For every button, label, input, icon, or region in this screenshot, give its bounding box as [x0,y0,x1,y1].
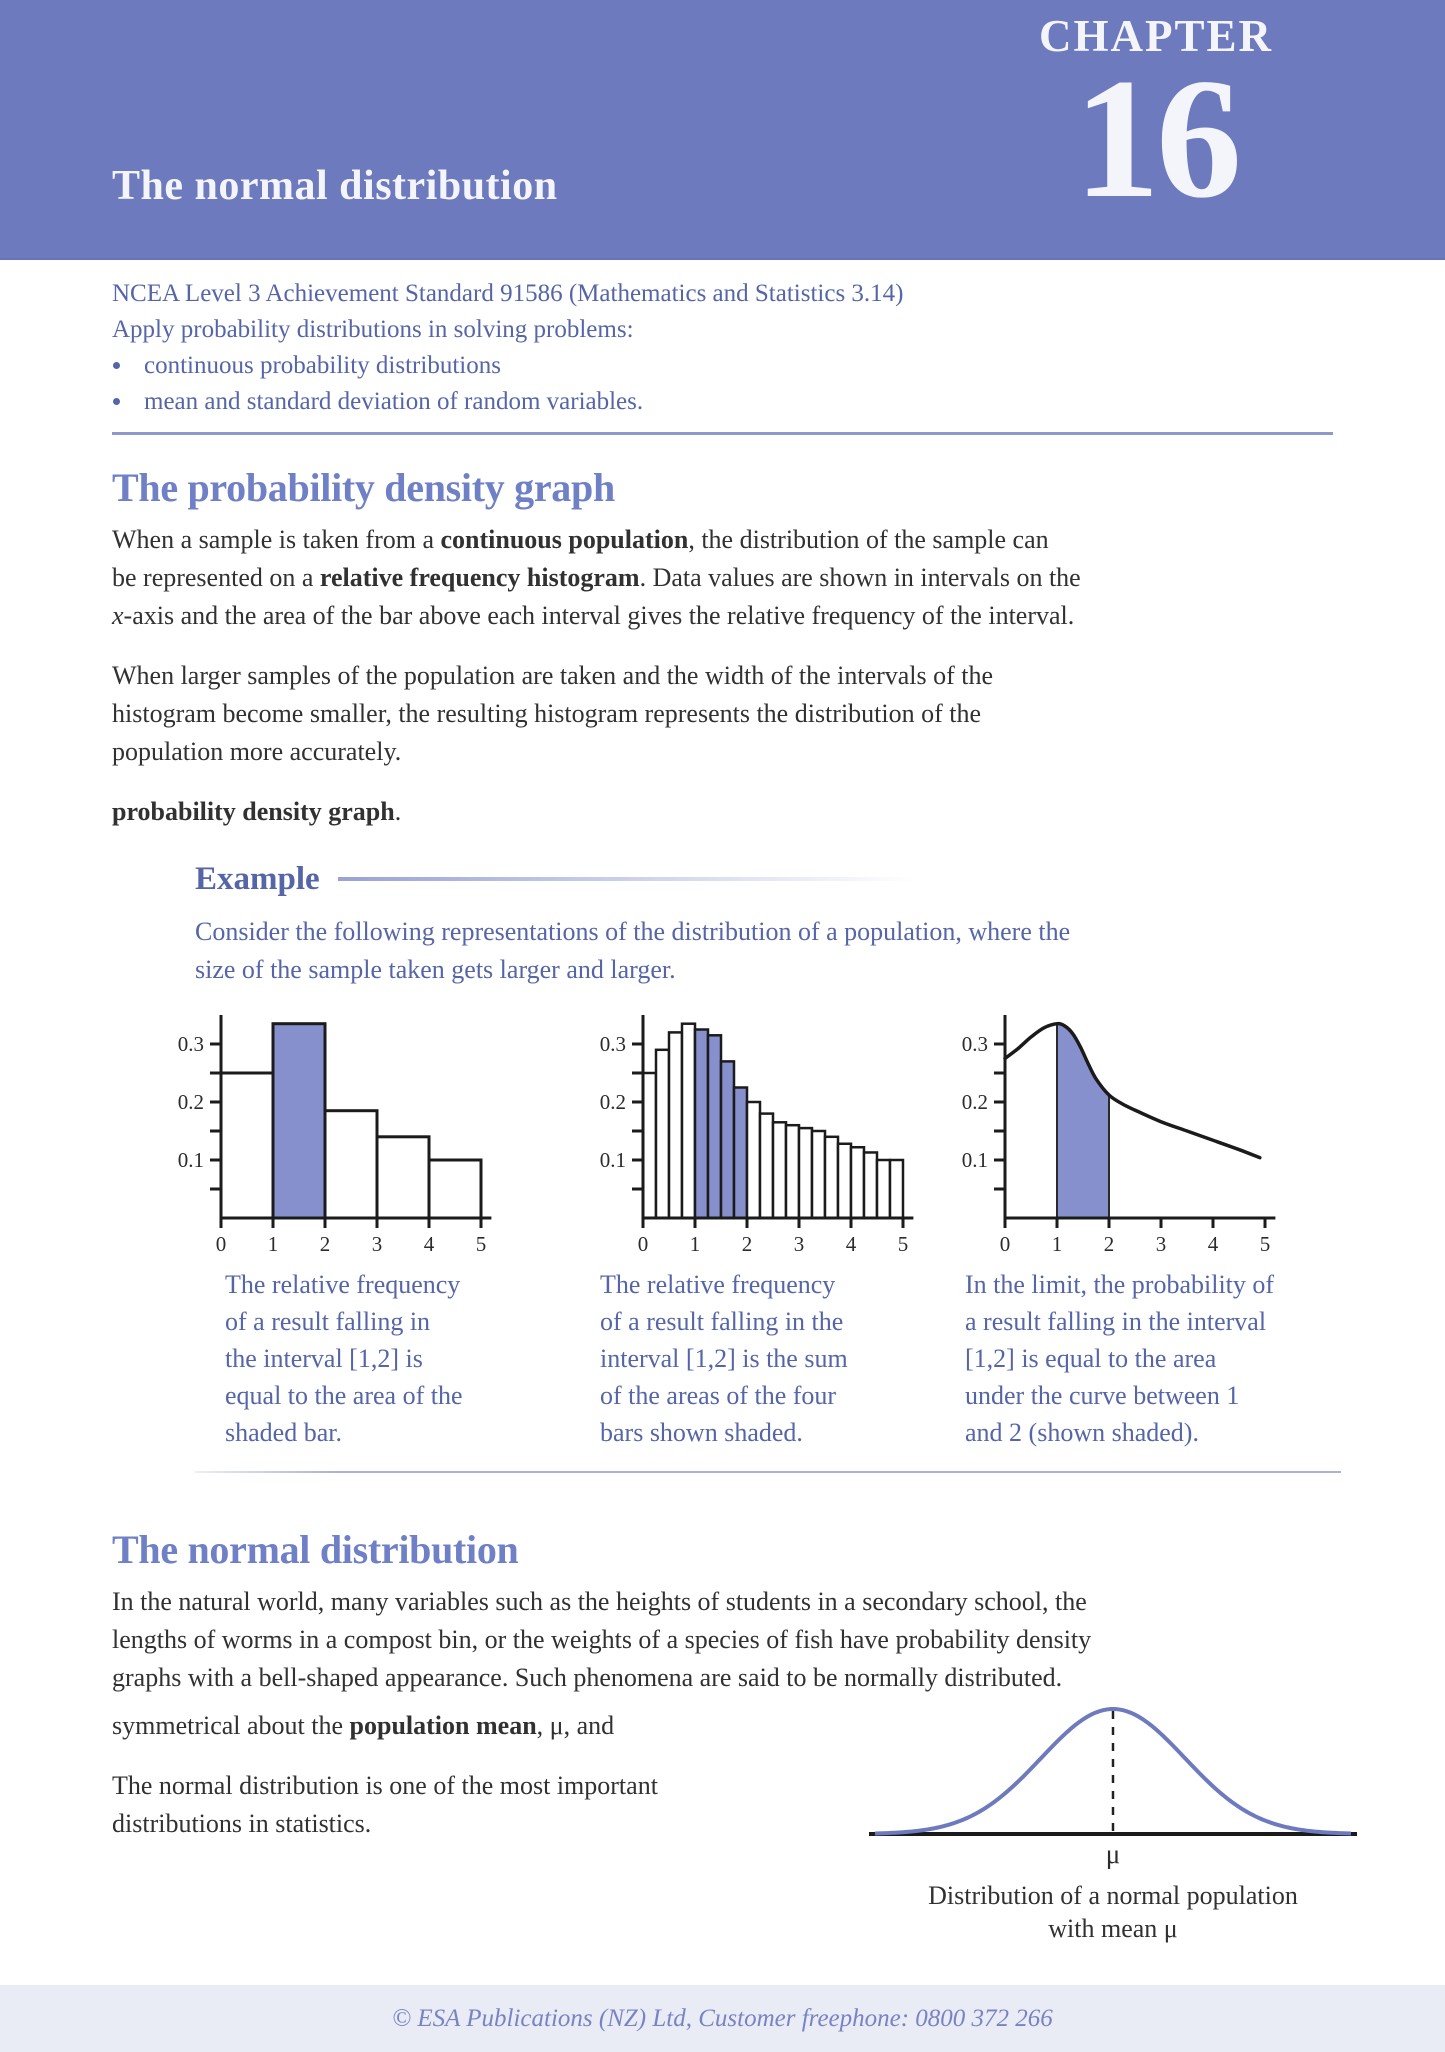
figure-histogram-fine [588,1003,950,1451]
paragraph: probability density graph. [112,797,402,826]
bullet-item: • continuous probability distributions [134,348,1333,384]
svg-text:2: 2 [1103,1232,1115,1255]
paragraph: When a sample is taken from a continuous population, the distribution of the sample can be represented on a relative frequency histogram. Data values are shown in intervals on the x-axis and the area of the bar above each interval gives the relative frequency of the interval. [112,525,1081,630]
page-content [0,260,1445,1985]
section-probability-density-graph [112,465,1333,1473]
svg-text:5: 5 [475,1232,487,1255]
section-normal-distribution [112,1527,1333,1945]
histogram-fine-chart [588,1003,918,1255]
standard-line-2: Apply probability distributions in solving problems: [112,316,634,343]
svg-text:0.1: 0.1 [961,1148,988,1172]
figure-caption: The relative frequency of a result falling in the interval [1,2] is the sum of the areas of the four bars shown shaded. [600,1270,848,1447]
svg-text:0.2: 0.2 [961,1090,988,1114]
figure-density-curve [950,1003,1350,1451]
svg-text:4: 4 [423,1232,435,1255]
example-block [177,859,1333,1473]
svg-text:0.2: 0.2 [599,1090,626,1114]
svg-text:2: 2 [741,1232,753,1255]
chapter-banner [0,0,1445,260]
svg-text:0: 0 [999,1232,1011,1255]
bell-curve-caption: Distribution of a normal population with mean μ [928,1881,1298,1943]
chapter-title: The normal distribution [112,163,558,209]
svg-text:μ: μ [1105,1839,1121,1869]
standard-line-1: NCEA Level 3 Achievement Standard 91586 (Mathematics and Statistics 3.14) [112,280,904,307]
svg-text:0: 0 [215,1232,227,1255]
density-curve-chart [950,1003,1280,1255]
paragraph: In the natural world, many variables such as the heights of students in a secondary school, the lengths of worms in a compost bin, or the weights of a species of fish have probability density graphs with a bell-shaped appearance. Such phenomena are said to be normally distributed. [112,1587,1092,1692]
figure-bell-curve [863,1689,1363,1945]
text-column [112,1697,772,1945]
svg-text:5: 5 [1259,1232,1271,1255]
page-footer [0,1985,1445,2052]
section-heading: The probability density graph [112,465,615,510]
divider-line [112,432,1333,435]
paragraph: The normal distribution is one of the most important distributions in statistics. [112,1771,658,1838]
histogram-coarse-chart [166,1003,496,1255]
bell-curve-chart [863,1689,1363,1874]
svg-text:1: 1 [1051,1232,1063,1255]
chapter-number: 16 [1073,44,1238,234]
svg-text:0.1: 0.1 [599,1148,626,1172]
example-title: Example [195,861,320,897]
svg-text:0.3: 0.3 [177,1032,204,1056]
figure-caption: In the limit, the probability of a result falling in the interval [1,2] is equal to the area under the curve between 1 and 2 (shown shaded). [965,1270,1275,1447]
paragraph: When larger samples of the population are taken and the width of the intervals of the histogram become smaller, the resulting histogram represents the distribution of the population more accurately. [112,661,994,766]
example-heading-row [195,859,915,899]
svg-text:3: 3 [1155,1232,1167,1255]
svg-text:5: 5 [897,1232,909,1255]
svg-text:0.3: 0.3 [599,1032,626,1056]
svg-text:4: 4 [845,1232,857,1255]
copyright-text: © ESA Publications (NZ) Ltd, Customer freephone: 0800 372 266 [392,2004,1053,2032]
divider-line [195,1471,1341,1473]
svg-text:2: 2 [319,1232,331,1255]
section-heading: The normal distribution [112,1527,519,1572]
standard-bullet-list [112,348,1333,420]
text-and-figure-row [112,1697,1333,1945]
chapter-number-block [1038,11,1273,234]
svg-text:0: 0 [637,1232,649,1255]
achievement-standard-block [112,276,1333,435]
svg-text:0.3: 0.3 [961,1032,988,1056]
example-intro: Consider the following representations of the distribution of a population, where the size of the sample taken gets larger and larger. [195,917,1071,984]
svg-text:1: 1 [267,1232,279,1255]
example-rule-line [338,877,915,881]
svg-text:3: 3 [793,1232,805,1255]
chapter-label: CHAPTER [1038,11,1273,61]
paragraph: symmetrical about the population mean, μ, and [112,1711,615,1740]
figure-caption: The relative frequency of a result falling in the interval [1,2] is equal to the area of the shaded bar. [225,1270,463,1447]
svg-text:1: 1 [689,1232,701,1255]
figure-histogram-coarse [166,1003,588,1451]
svg-text:3: 3 [371,1232,383,1255]
bullet-item: • mean and standard deviation of random variables. [134,384,1333,420]
figures-row [166,1003,1333,1451]
svg-text:0.2: 0.2 [177,1090,204,1114]
svg-text:0.1: 0.1 [177,1148,204,1172]
svg-text:4: 4 [1207,1232,1219,1255]
